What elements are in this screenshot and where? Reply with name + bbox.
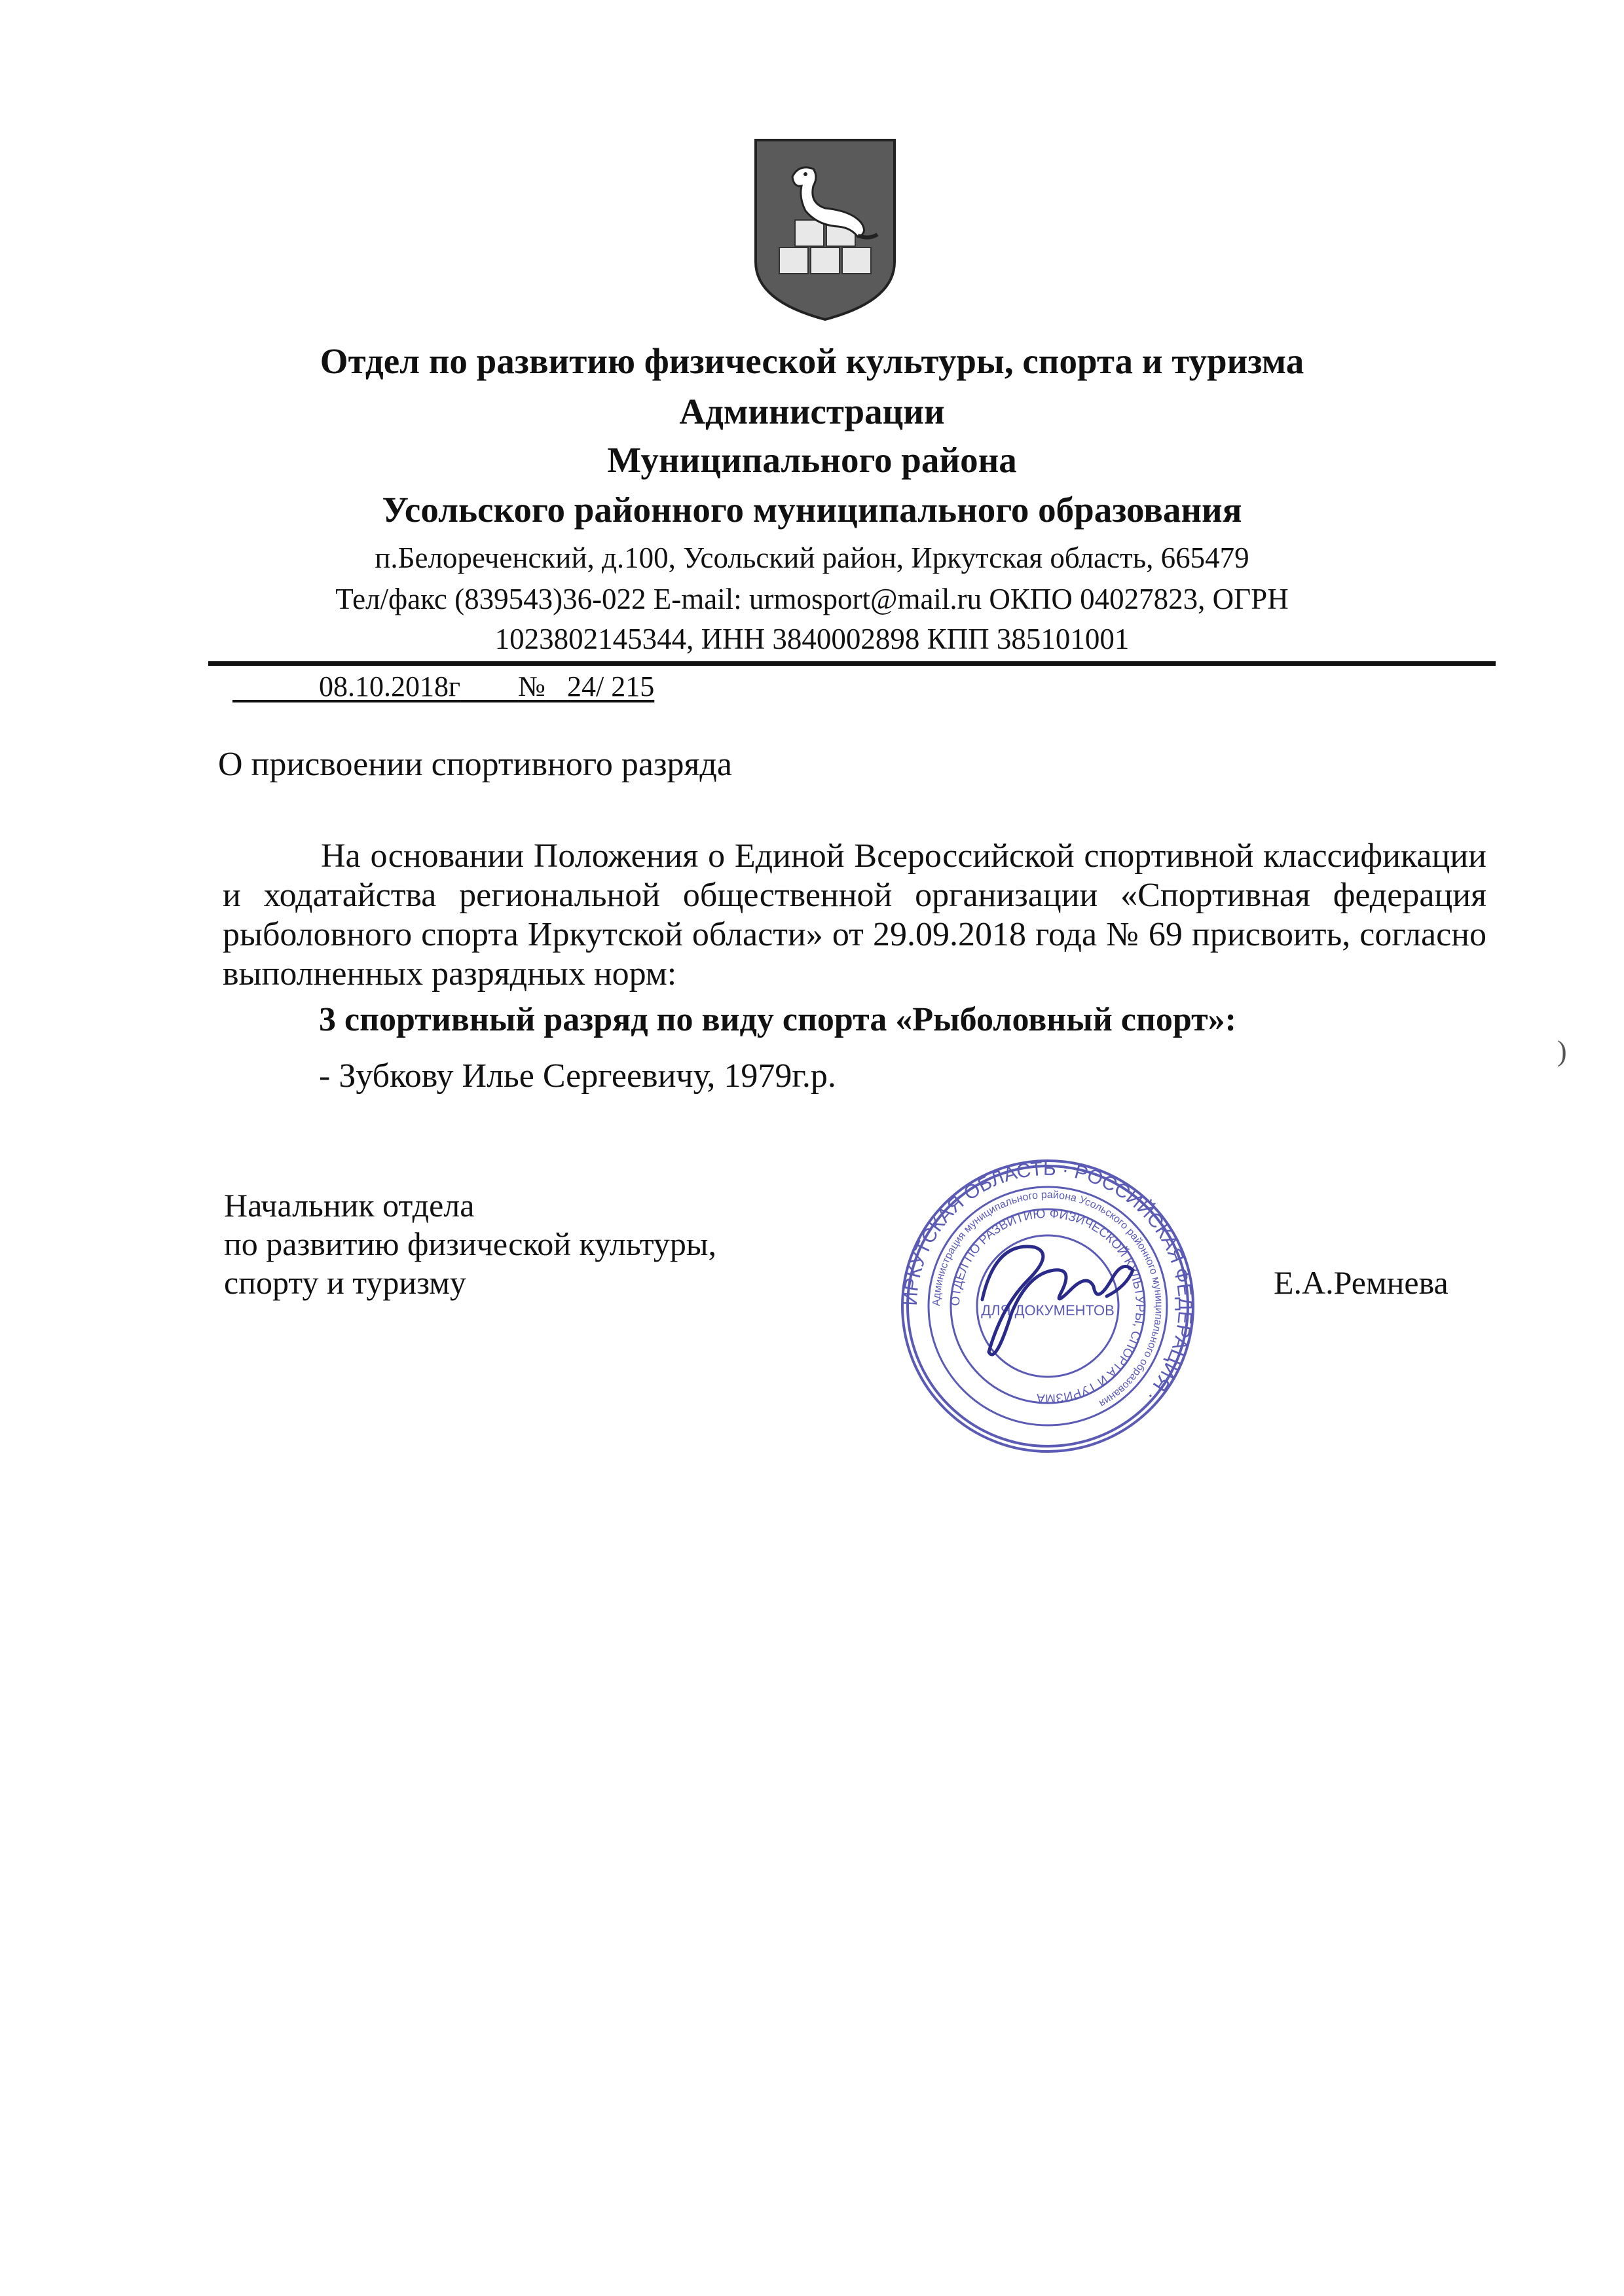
org-name-line-3: Муниципального района — [607, 440, 1017, 480]
number-sign: № — [518, 670, 546, 702]
signer-position-line: спорту и туризму — [224, 1264, 466, 1301]
header-rule — [208, 661, 1496, 666]
stamp-middle-text: Администрация муниципального района Усольского районного муниципального образования — [931, 1189, 1165, 1410]
org-name-line-2: Администрации — [679, 392, 945, 431]
recipient-name: - Зубкову Илье Сергеевичу, 1979г.р. — [319, 1057, 836, 1095]
signer-name: Е.А.Ремнева — [1274, 1264, 1449, 1301]
signer-position — [224, 1186, 716, 1302]
document-subject: О присвоении спортивного разряда — [218, 746, 732, 783]
margin-mark: ) — [1557, 1035, 1567, 1067]
org-ids: 1023802145344, ИНН 3840002898 КПП 385101001 — [494, 623, 1130, 655]
stamp-inner-text: ОТДЕЛ ПО РАЗВИТИЮ ФИЗИЧЕСКОЙ КУЛЬТУРЫ, СПОРТА И ТУРИЗМА — [948, 1207, 1147, 1406]
org-name-line-4: Усольского районного муниципального образования — [382, 490, 1242, 530]
document-date: 08.10.2018г — [319, 670, 461, 702]
org-contacts: Тел/факс (839543)36-022 E-mail: urmosport@mail.ru ОКПО 04027823, ОГРН — [335, 583, 1289, 615]
stamp-outer-text: ИРКУТСКАЯ ОБЛАСТЬ · РОССИЙСКАЯ ФЕДЕРАЦИЯ · — [899, 1157, 1196, 1406]
ermine-coat-of-arms-icon — [753, 137, 897, 322]
document-number: 24/ 215 — [567, 670, 655, 702]
stamp-center-text: ДЛЯ ДОКУМЕНТОВ — [981, 1302, 1115, 1319]
rank-assignment: 3 спортивный разряд по виду спорта «Рыболовный спорт»: — [319, 1001, 1236, 1038]
body-paragraph: На основании Положения о Единой Всероссийской спортивной классификации и ходатайства региональной общественной организации «Спортивная федерация рыболовного спорта Иркутской области» от 29.09.2018 года № 69 присвоить, согласно выполненных разрядных норм: — [223, 837, 1486, 993]
date-number-line — [232, 670, 654, 703]
org-address: п.Белореченский, д.100, Усольский район, Иркутская область, 665479 — [375, 541, 1249, 574]
signer-position-line: Начальник отдела — [224, 1187, 475, 1224]
official-stamp — [897, 1156, 1198, 1457]
org-name-line-1: Отдел по развитию физической культуры, спорта и туризма — [320, 341, 1304, 381]
signer-position-line: по развитию физической культуры, — [224, 1226, 717, 1262]
